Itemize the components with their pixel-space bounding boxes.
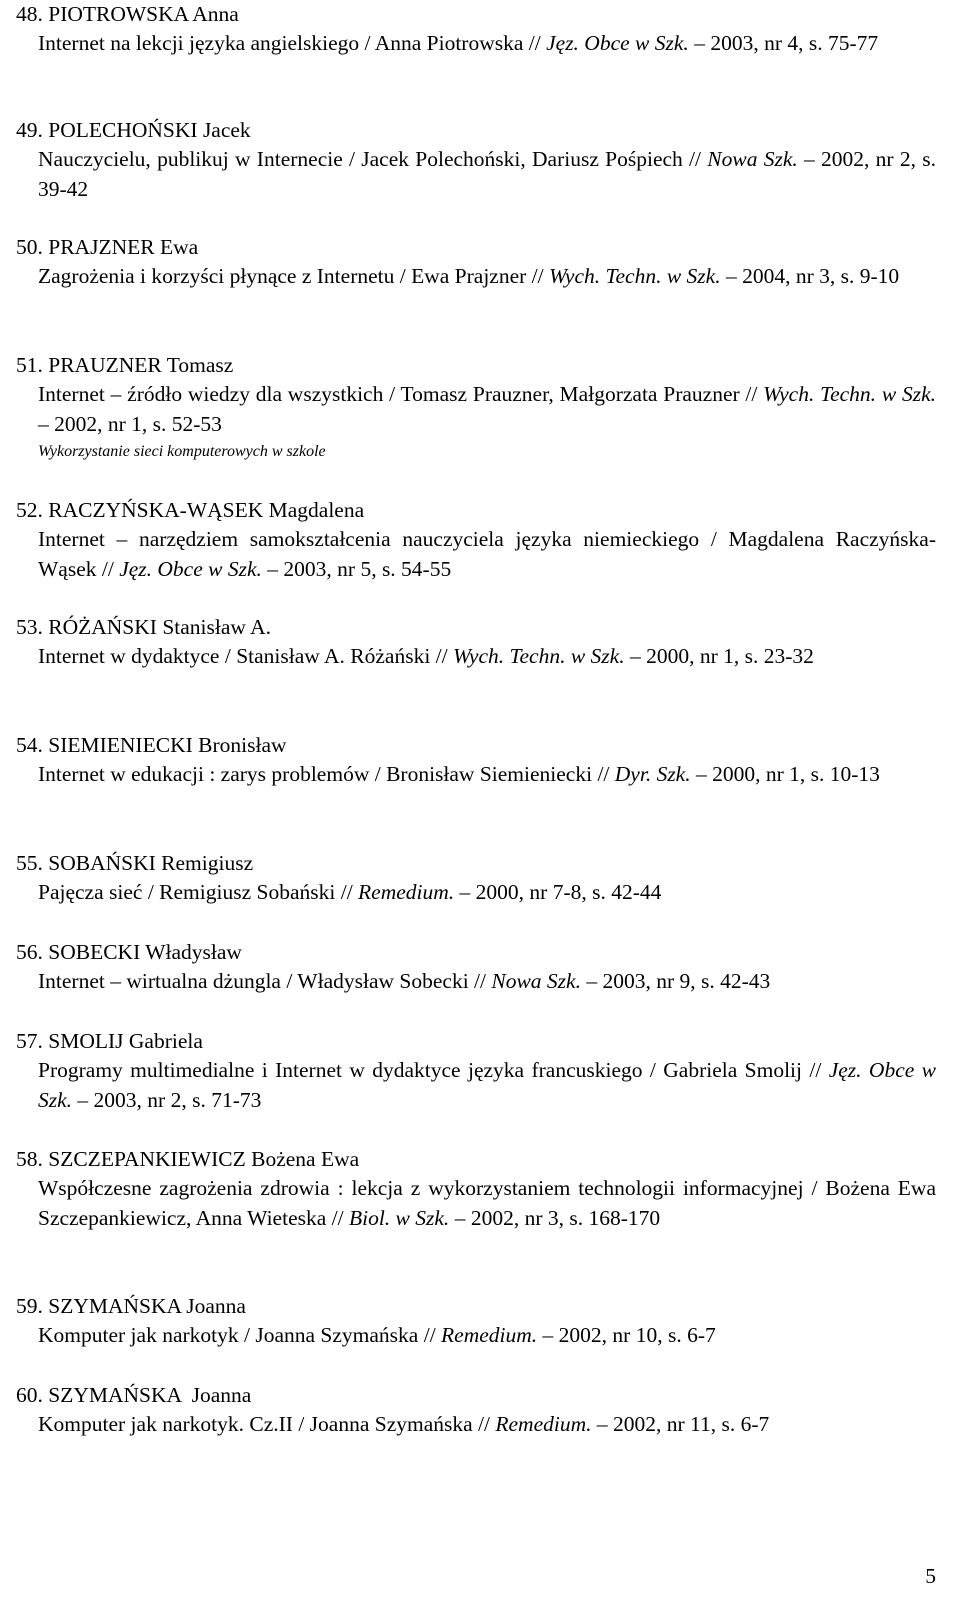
entry-number: 58. — [16, 1147, 43, 1171]
entry-description: Komputer jak narkotyk / Joanna Szymańska // Remedium. – 2002, nr 10, s. 6-7 — [38, 1323, 716, 1347]
entry-heading — [16, 731, 287, 761]
page-number: 5 — [925, 1564, 936, 1588]
entry-heading — [16, 849, 253, 879]
journal-title: Wych. Techn. w Szk. — [549, 264, 721, 288]
entry-number: 49. — [16, 118, 43, 142]
journal-title: Dyr. Szk. — [614, 762, 691, 786]
entry-number: 57. — [16, 1029, 43, 1053]
entry-number: 53. — [16, 615, 43, 639]
journal-title: Jęz. Obce w Szk. — [546, 31, 689, 55]
entry-author: SOBECKI Władysław — [48, 940, 242, 964]
entry-author: SZYMAŃSKA Joanna — [48, 1383, 252, 1407]
entry-heading — [16, 233, 198, 263]
entry-number: 55. — [16, 851, 43, 875]
entry-description: Programy multimedialne i Internet w dydaktyce języka francuskiego / Gabriela Smolij // Jęz. Obce w Szk. – 2003, nr 2, s. 71-73 — [38, 1058, 936, 1112]
entry-description: Internet – źródło wiedzy dla wszystkich / Tomasz Prauzner, Małgorzata Prauzner // Wych. Techn. w Szk. – 2002, nr 1, s. 52-53 — [38, 382, 936, 436]
entry-author: SIEMIENIECKI Bronisław — [48, 733, 287, 757]
journal-title: Remedium. — [441, 1323, 538, 1347]
entry-description: Zagrożenia i korzyści płynące z Internetu / Ewa Prajzner // Wych. Techn. w Szk. – 2004, nr 3, s. 9-10 — [38, 264, 900, 288]
entry-description: Nauczycielu, publikuj w Internecie / Jacek Polechoński, Dariusz Pośpiech // Nowa Szk. – 2002, nr 2, s. 39-42 — [38, 147, 936, 201]
entry-author: POLECHOŃSKI Jacek — [48, 118, 251, 142]
entry-author: PRAJZNER Ewa — [48, 235, 199, 259]
entry-heading — [16, 116, 251, 146]
journal-title: Jęz. Obce w Szk. — [38, 1058, 936, 1112]
entry-number: 48. — [16, 2, 43, 26]
journal-title: Nowa Szk. — [707, 147, 798, 171]
entry-heading — [16, 613, 271, 643]
entry-note: Wykorzystanie sieci komputerowych w szkole — [38, 443, 326, 460]
journal-title: Nowa Szk. — [491, 969, 581, 993]
entry-number: 50. — [16, 235, 43, 259]
journal-title: Wych. Techn. w Szk. — [763, 382, 936, 406]
entry-author: PRAUZNER Tomasz — [48, 353, 234, 377]
entry-number: 52. — [16, 498, 43, 522]
entry-number: 54. — [16, 733, 43, 757]
entry-heading — [16, 1381, 251, 1411]
entry-heading — [16, 1292, 246, 1322]
entry-heading — [16, 1145, 359, 1175]
entry-description: Współczesne zagrożenia zdrowia : lekcja z wykorzystaniem technologii informacyjnej / Bożena Ewa Szczepankiewicz, Anna Wieteska // Biol. w Szk. – 2002, nr 3, s. 168-170 — [38, 1176, 936, 1230]
entry-number: 51. — [16, 353, 43, 377]
entry-description: Komputer jak narkotyk. Cz.II / Joanna Szymańska // Remedium. – 2002, nr 11, s. 6-7 — [38, 1412, 770, 1436]
entry-author: SOBAŃSKI Remigiusz — [48, 851, 254, 875]
journal-title: Wych. Techn. w Szk. — [453, 644, 625, 668]
entry-description: Internet – wirtualna dżungla / Władysław Sobecki // Nowa Szk. – 2003, nr 9, s. 42-43 — [38, 969, 771, 993]
entry-author: SZCZEPANKIEWICZ Bożena Ewa — [48, 1147, 360, 1171]
entry-number: 59. — [16, 1294, 43, 1318]
entry-heading — [16, 0, 239, 30]
entry-author: RÓŻAŃSKI Stanisław A. — [48, 615, 272, 639]
entry-description: Pajęcza sieć / Remigiusz Sobański // Remedium. – 2000, nr 7-8, s. 42-44 — [38, 880, 662, 904]
entry-description: Internet w dydaktyce / Stanisław A. Różański // Wych. Techn. w Szk. – 2000, nr 1, s. 23-32 — [38, 644, 814, 668]
entry-number: 56. — [16, 940, 43, 964]
entry-author: RACZYŃSKA-WĄSEK Magdalena — [48, 498, 365, 522]
entry-author: SZYMAŃSKA Joanna — [48, 1294, 246, 1318]
entry-heading — [16, 496, 364, 526]
entry-heading — [16, 351, 233, 381]
journal-title: Biol. w Szk. — [348, 1205, 450, 1230]
journal-title: Jęz. Obce w Szk. — [119, 556, 262, 581]
entry-author: SMOLIJ Gabriela — [48, 1029, 203, 1053]
entry-description: Internet na lekcji języka angielskiego / Anna Piotrowska // Jęz. Obce w Szk. – 2003, nr 4, s. 75-77 — [38, 31, 879, 55]
entry-description: Internet w edukacji : zarys problemów / Bronisław Siemieniecki // Dyr. Szk. – 2000, nr 1, s. 10-13 — [38, 762, 880, 786]
entry-description: Internet – narzędziem samokształcenia nauczyciela języka niemieckiego / Magdalena Raczyńska-Wąsek // Jęz. Obce w Szk. – 2003, nr 5, s. 54-55 — [38, 527, 936, 581]
entry-heading — [16, 938, 242, 968]
entry-number: 60. — [16, 1383, 43, 1407]
entry-heading — [16, 1027, 203, 1057]
entry-author: PIOTROWSKA Anna — [48, 2, 239, 26]
journal-title: Remedium. — [495, 1412, 592, 1436]
journal-title: Remedium. — [358, 880, 455, 904]
